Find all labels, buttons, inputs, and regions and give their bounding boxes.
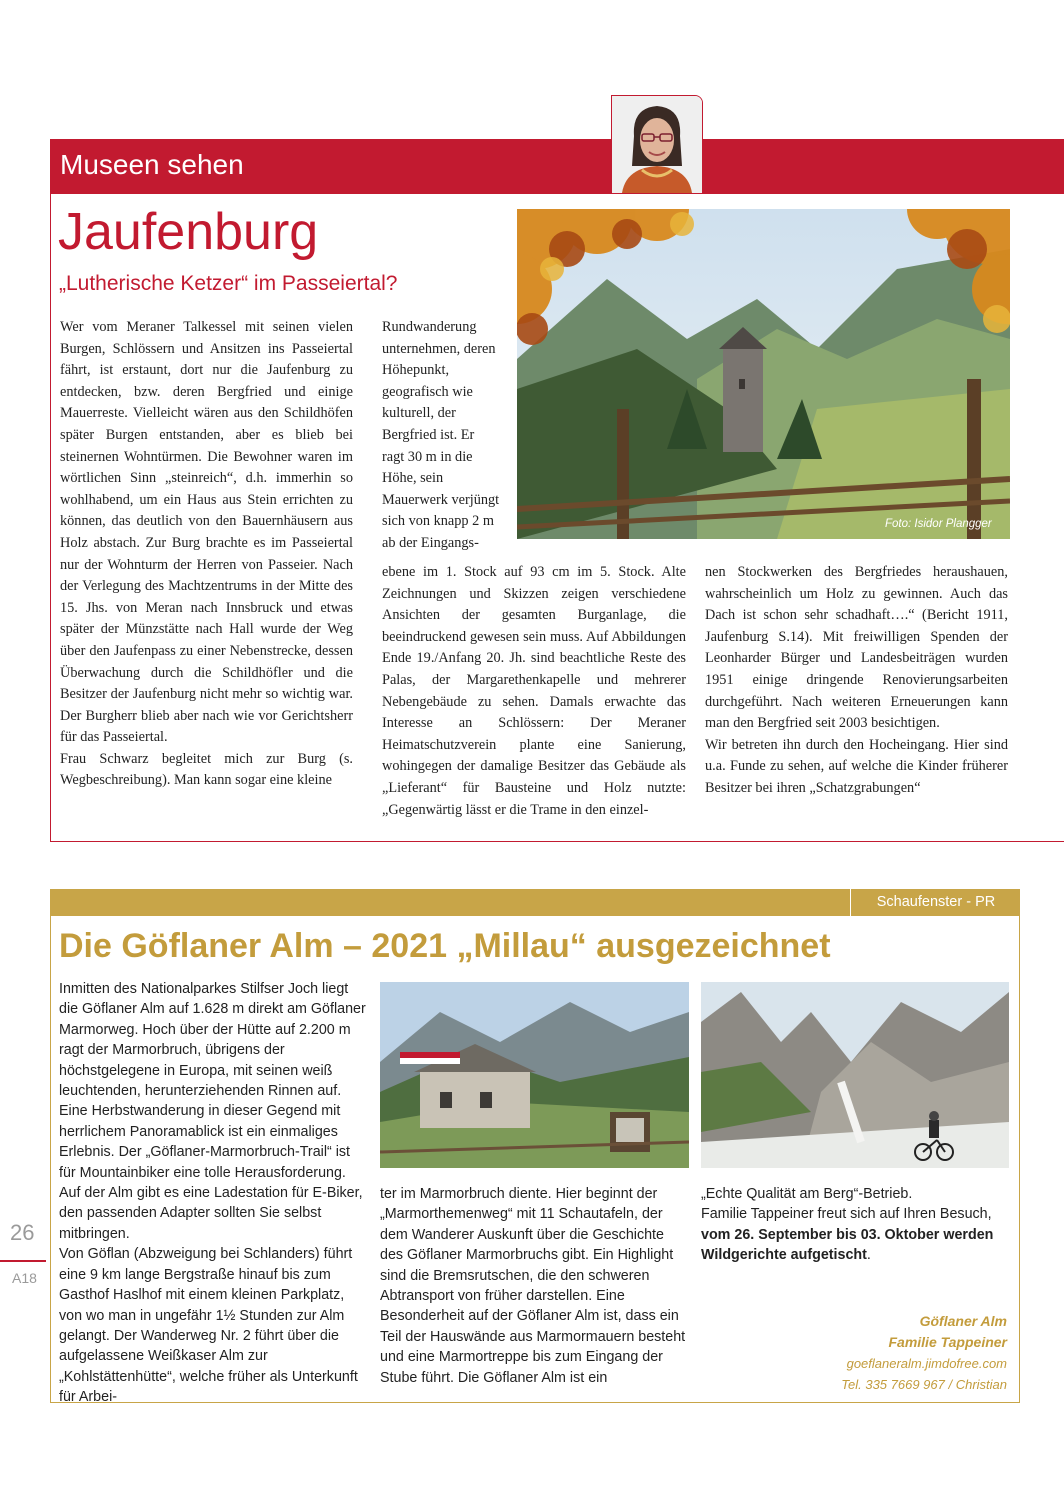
- mountainbiker-quarry-image: [701, 982, 1009, 1168]
- author-portrait: [611, 95, 703, 194]
- article-paragraph: Frau Schwarz begleitet mich zur Burg (s. Wegbeschreibung). Man kann sogar eine kleine: [60, 750, 353, 789]
- contact-family: Familie Tappeiner: [888, 1334, 1007, 1350]
- contact-block: [760, 1311, 1007, 1395]
- article-subtitle: „Lutherische Ketzer“ im Passeiertal?: [59, 272, 398, 295]
- jaufenburg-photo: [517, 209, 1010, 539]
- page-number-divider: [0, 1260, 46, 1262]
- article-paragraph: Wer vom Meraner Talkessel mit seinen vielen Burgen, Schlössern und Ansitzen ins Passeiertal fährt, ist erstaunt, dort nur die Jaufenburg zu entdecken, bzw. deren Bergfried und einige Mauerreste. Vielleicht wären aus den Schildhöfen später Burgen entstanden, aber es blieb bei steinernen Wohntürmen. Die Bewohner waren im wörtlichen Sinn „steinreich“, d.h. immerhin so wohlhabend, um ein Haus aus Stein errichten zu können, das deutlich von den Bauernhäusern aus Holz abstach. Zur Burg brachte es im Passeiertal nur der Wohnturm der Herren von Passeier. Nach der Verlegung des Machtzentrums in der Mitte des 15. Jhs. von Meran nach Innsbruck und etwas später der Münzstätte nach Hall wurde der Weg über den Jaufenpass zu einer Nebenstrecke, dessen Überwachung durch die Schildhöfler und die Besitzer der Jaufenburg nicht mehr so wichtig war. Der Burgherr blieb aber nach wie vor Gerichtsherr für das Passeiertal.: [60, 319, 353, 746]
- promo-dates-highlight: vom 26. September bis 03. Oktober werden Wildgerichte aufgetischt: [701, 1226, 994, 1264]
- contact-name: Göflaner Alm: [919, 1313, 1007, 1329]
- section-label: Museen sehen: [60, 149, 244, 180]
- article-frame-bottom: [50, 841, 1064, 842]
- promo-column-3: [701, 1184, 1011, 1266]
- article-paragraph: nen Stockwerken des Bergfriedes heraushauen, wahrscheinlich um Holz zu gewinnen. Auch das Dach ist schon sehr schadhaft….“ (Bericht 1911, Jaufenburg S.14). Mit freiwilligen Spenden der Leonharder Bürger und Landesbeiträgen wurden 1951 einige dringende Renovierungsarbeiten durchgeführt. Nach weiteren Erneuerungen kann man den Bergfried seit 2003 besichtigen.: [705, 564, 1008, 732]
- promo-paragraph: [701, 1184, 1011, 1266]
- article-column-2-bottom: [382, 562, 686, 821]
- promo-paragraph: Von Göflan (Abzweigung bei Schlanders) führt eine 9 km lange Bergstraße hinauf bis zum Gasthof Haslhof mit einem kleinen Parkplatz, von wo man in ungefähr 1½ Stunden zur Alm gelangt. Der Wanderweg Nr. 2 führt über die aufgelassene Weißkaser Alm zur „Kohlstättenhütte“, welche früher als Unterkunft für Arbei-: [59, 1246, 358, 1406]
- promo-label: Schaufenster - PR: [850, 889, 1021, 916]
- photo-credit: Foto: Isidor Plangger: [885, 518, 992, 530]
- article-paragraph: ebene im 1. Stock auf 93 cm im 5. Stock. Alte Zeichnungen und Skizzen zeigen verschiedene Ansichten der gesamten Burganlage, die beeindruckend gewesen sein muss. Auf Abbildungen Ende 19./Anfang 20. Jh. sind beachtliche Reste des Palas, der Margarethenkapelle und mehrerer Nebengebäude zu sehen. Damals erwachte das Interesse an Schlössern: Der Meraner Heimatschutzverein plante eine Sanierung, wohingegen der damalige Besitzer das Gebäude als „Lieferant“ für Bausteine und Holz nutzte: „Gegenwärtig lässt er die Trame in den einzel-: [382, 564, 686, 818]
- article-column-3: [705, 562, 1008, 800]
- promo-text-line: „Echte Qualität am Berg“-Betrieb.: [701, 1186, 913, 1202]
- promo-text-line: Familie Tappeiner freut sich auf Ihren Besuch,: [701, 1206, 992, 1223]
- author-portrait-image: [612, 96, 702, 193]
- promo-title: Die Göflaner Alm – 2021 „Millau“ ausgezeichnet: [59, 927, 831, 965]
- alm-hut-photo: [380, 982, 689, 1168]
- promo-column-2: [380, 1184, 688, 1388]
- article-paragraph: Wir betreten ihn durch den Hocheingang. Hier sind u.a. Funde zu sehen, auf welche die Kinder früherer Besitzer bei ihren „Schatzgrabungen“: [705, 736, 1008, 796]
- promo-paragraph: ter im Marmorbruch diente. Hier beginnt der „Marmorthemenweg“ mit 11 Schautafeln, der dem Wanderer Auskunft über die Geschichte des Göflaner Marmorbruchs gibt. Ein Highlight sind die Bremsrutschen, die den schweren Abtransport von früher darstellen. Eine Besonderheit auf der Göflaner Alm ist, dass ein Teil der Hauswände aus Marmormauern besteht und eine Marmortreppe bis zum Eingang der Stube führt. Die Göflaner Alm ist ein: [380, 1186, 686, 1386]
- article-column-2-top: [382, 317, 500, 555]
- promo-text-end: .: [866, 1247, 871, 1264]
- article-paragraph: Rundwanderung unternehmen, deren Höhepunkt, geografisch wie kulturell, der Bergfried ist. Er ragt 30 m in die Höhe, sein Mauerwerk verjüngt sich von knapp 2 m ab der Eingangs-: [382, 319, 500, 551]
- article-title: Jaufenburg: [58, 203, 319, 261]
- contact-phone: Tel. 335 7669 967 / Christian: [841, 1377, 1007, 1392]
- castle-landscape-image: [517, 209, 1010, 539]
- marble-quarry-photo: [701, 982, 1009, 1168]
- page-number: 26: [10, 1220, 35, 1245]
- alm-hut-image: [380, 982, 689, 1168]
- article-frame-left: [50, 194, 51, 842]
- promo-column-1: [59, 979, 367, 1408]
- contact-website[interactable]: goeflaneralm.jimdofree.com: [846, 1356, 1007, 1371]
- page-code: A18: [12, 1270, 37, 1286]
- promo-paragraph: Inmitten des Nationalparkes Stilfser Joch liegt die Göflaner Alm auf 1.628 m direkt am Göflaner Marmorweg. Hoch über der Hütte auf 2.200 m ragt der Marmorbruch, übrigens der höchstgelegene in Europa, mit seinen weiß leuchtenden, herunterziehenden Rinnen auf. Eine Herbstwanderung in dieser Gegend mit herrlichem Panoramablick ist ein einmaliges Erlebnis. Der „Göflaner-Marmorbruch-Trail“ ist für Mountainbiker eine tolle Herausforderung. Auf der Alm gibt es eine Ladestation für E-Biker, den passenden Adapter sollten Sie selbst mitbringen.: [59, 981, 366, 1242]
- article-column-1: [60, 317, 353, 792]
